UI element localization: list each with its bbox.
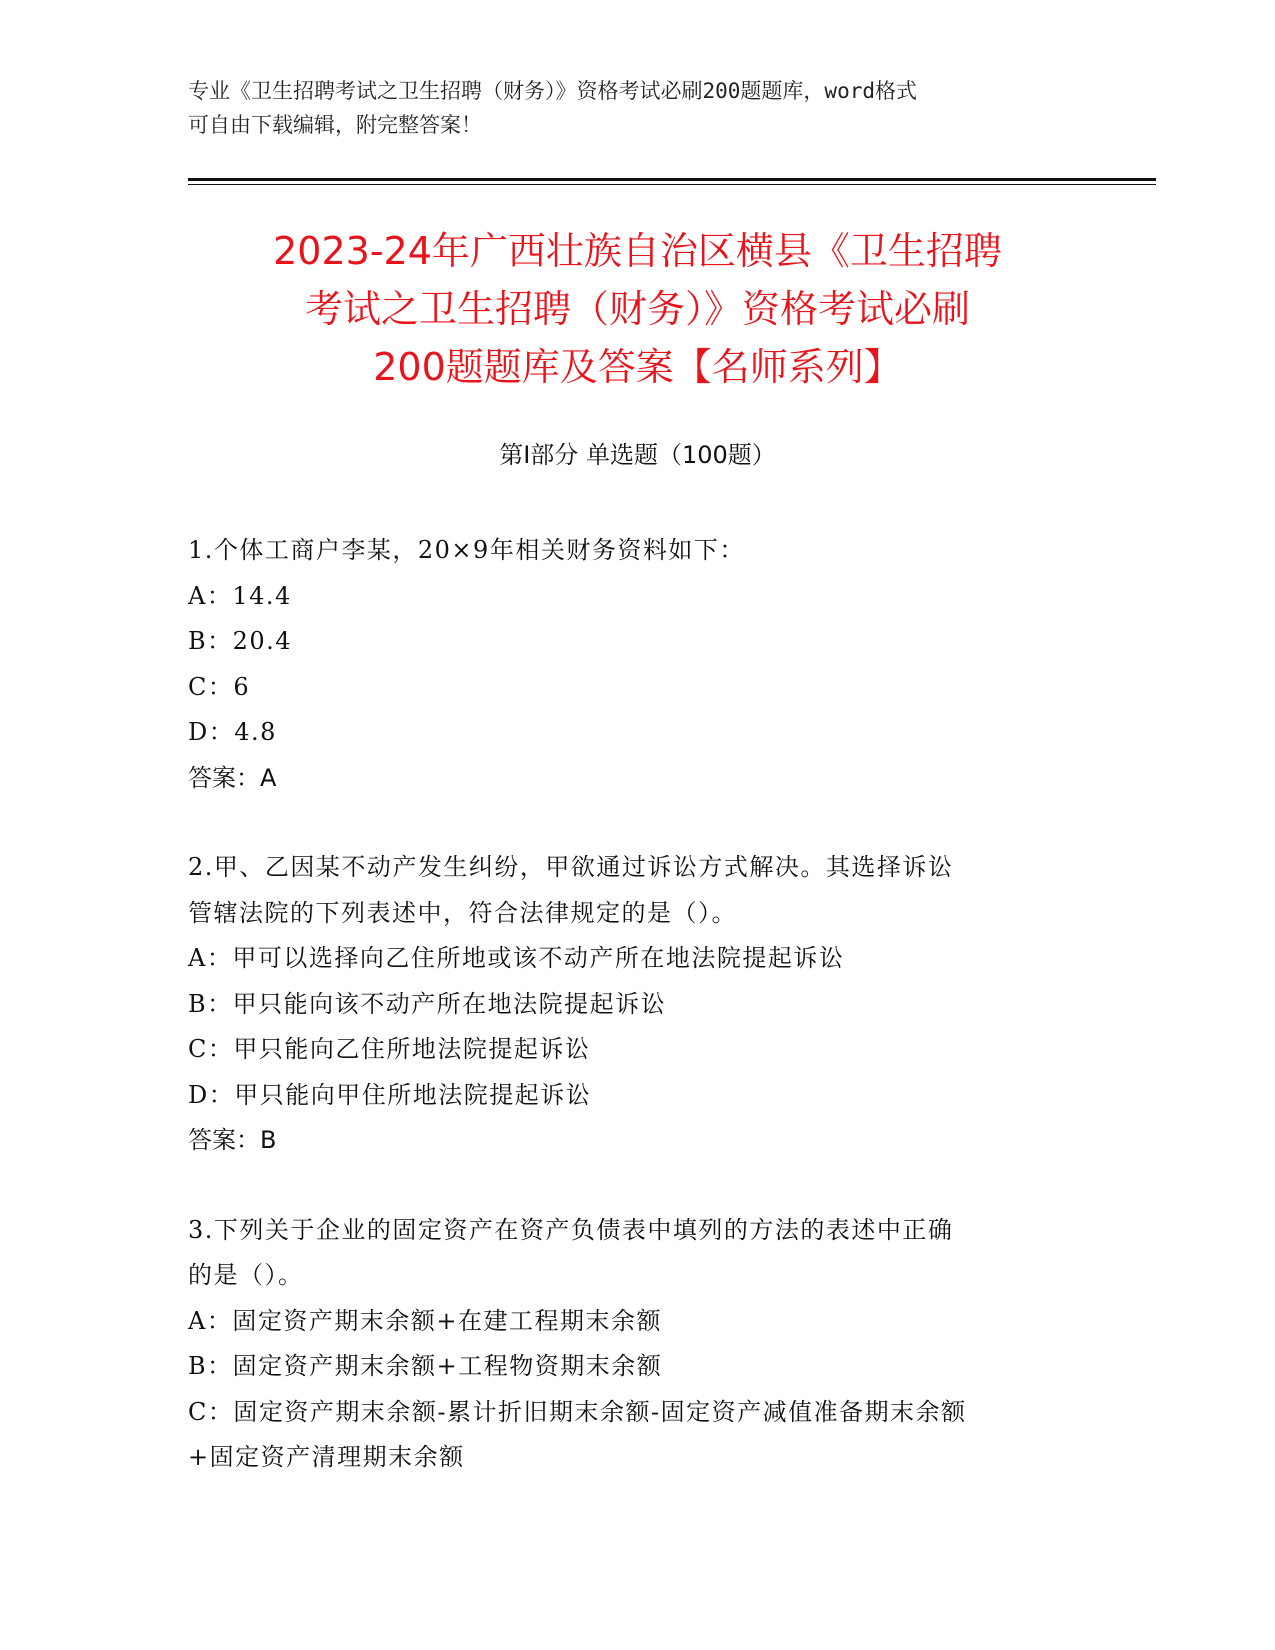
answer: 答案：A: [188, 763, 277, 792]
answer: 答案：B: [188, 1126, 277, 1154]
question-stem: 1.个体工商户李某，20×9年相关财务资料如下：: [188, 536, 745, 564]
question-list: [188, 528, 1078, 1525]
option-d: D：4.8: [188, 718, 277, 746]
option-b: B：甲只能向该不动产所在地法院提起诉讼: [188, 989, 667, 1018]
option-d: D：甲只能向甲住所地法院提起诉讼: [188, 1080, 592, 1109]
header-note: [188, 74, 1088, 142]
option-c: C：甲只能向乙住所地法院提起诉讼: [188, 1035, 591, 1063]
header-divider-thin: [188, 184, 1156, 185]
document-title-line-3: 200题题库及答案【名师系列】: [373, 345, 902, 389]
option-b: B：固定资产期末余额+工程物资期末余额: [188, 1352, 663, 1380]
option-a: A：14.4: [188, 581, 292, 610]
question-2: [188, 845, 1078, 1164]
document-title-line-1: 2023-24年广西壮族自治区横县《卫生招聘: [273, 229, 1002, 273]
header-note-line-1: 专业《卫生招聘考试之卫生招聘（财务）》资格考试必刷200题题库，word格式: [188, 79, 917, 103]
option-c: C：6: [188, 672, 251, 701]
option-b: B：20.4: [188, 627, 293, 655]
question-stem-line-1: 2.甲、乙因某不动产发生纠纷，甲欲通过诉讼方式解决。其选择诉讼: [188, 853, 954, 881]
document-title-line-2: 考试之卫生招聘（财务）》资格考试必刷: [304, 287, 970, 331]
question-stem-line-2: 管辖法院的下列表述中，符合法律规定的是（）。: [188, 898, 737, 927]
option-c: C：固定资产期末余额-累计折旧期末余额-固定资产减值准备期末余额: [188, 1397, 967, 1426]
question-3: [188, 1208, 1078, 1481]
question-stem-line-1: 3.下列关于企业的固定资产在资产负债表中填列的方法的表述中正确: [188, 1215, 954, 1244]
question-stem-line-2: 的是（）。: [188, 1261, 304, 1289]
option-a: A：固定资产期末余额+在建工程期末余额: [188, 1306, 662, 1335]
option-a: A：甲可以选择向乙住所地或该不动产所在地法院提起诉讼: [188, 944, 845, 972]
section-heading: 第Ⅰ部分 单选题（100题）: [499, 441, 776, 469]
document-title: [150, 222, 1125, 396]
header-note-line-2: 可自由下载编辑，附完整答案！: [188, 113, 482, 137]
option-c-continued: +固定资产清理期末余额: [188, 1443, 465, 1471]
question-1: [188, 528, 1078, 801]
header-divider-thick: [188, 178, 1156, 181]
